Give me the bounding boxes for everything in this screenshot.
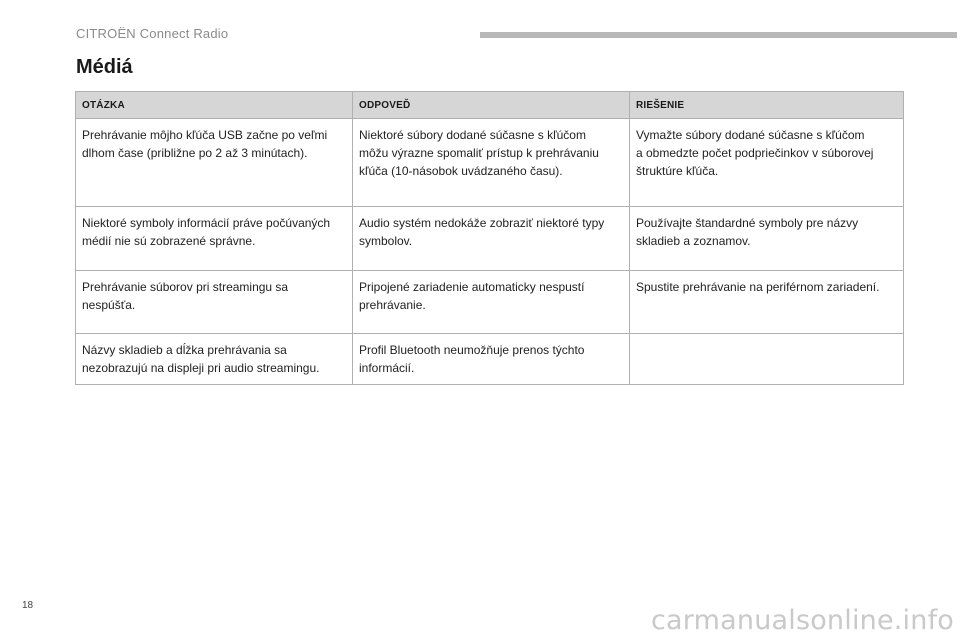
table-cell-solution (630, 119, 904, 207)
column-header-question: OTÁZKA (76, 92, 353, 119)
column-header-answer: ODPOVEĎ (353, 92, 630, 119)
table-row (76, 119, 904, 207)
troubleshooting-table (75, 91, 904, 385)
table-cell-question (76, 119, 353, 207)
table-row (76, 207, 904, 271)
cell-text: Prehrávanie súborov pri streamingu sa nespúšťa. (82, 280, 289, 312)
document-header-title: CITROËN Connect Radio (76, 26, 229, 41)
table-cell-question (76, 334, 353, 385)
cell-text: Profil Bluetooth neumožňuje prenos týchto informácií. (359, 343, 585, 375)
cell-text: Vymažte súbory dodané súčasne s kľúčom a obmedzte počet podpriečinkov v súborovej štruktúre kľúča. (636, 128, 874, 178)
cell-text: Názvy skladieb a dĺžka prehrávania sa nezobrazujú na displeji pri audio streamingu. (82, 343, 320, 375)
column-header-solution: RIEŠENIE (630, 92, 904, 119)
table-row (76, 271, 904, 334)
cell-text: Niektoré súbory dodané súčasne s kľúčom môžu výrazne spomaliť prístup k prehrávaniu kľúča (10-násobok uvádzaného času). (359, 128, 599, 178)
header-divider-bar (480, 32, 957, 38)
page-title: Médiá (76, 56, 133, 78)
table-header-row (76, 92, 904, 119)
table-cell-solution (630, 334, 904, 385)
table-cell-solution (630, 207, 904, 271)
cell-text: Spustite prehrávanie na periférnom zariadení. (636, 280, 880, 294)
table-row (76, 334, 904, 385)
table-cell-answer (353, 119, 630, 207)
cell-text: Pripojené zariadenie automaticky nespustí prehrávanie. (359, 280, 585, 312)
cell-text: Používajte štandardné symboly pre názvy skladieb a zoznamov. (636, 216, 859, 248)
table-cell-answer (353, 334, 630, 385)
table-cell-question (76, 271, 353, 334)
cell-text: Niektoré symboly informácií práve počúvaných médií nie sú zobrazené správne. (82, 216, 331, 248)
table-cell-question (76, 207, 353, 271)
watermark: carmanualsonline.info (651, 605, 954, 636)
cell-text: Prehrávanie môjho kľúča USB začne po veľmi dlhom čase (približne po 2 až 3 minútach). (82, 128, 328, 160)
cell-text: Audio systém nedokáže zobraziť niektoré typy symbolov. (359, 216, 605, 248)
table-cell-answer (353, 207, 630, 271)
page-number: 18 (22, 600, 34, 611)
table-cell-answer (353, 271, 630, 334)
table-cell-solution (630, 271, 904, 334)
